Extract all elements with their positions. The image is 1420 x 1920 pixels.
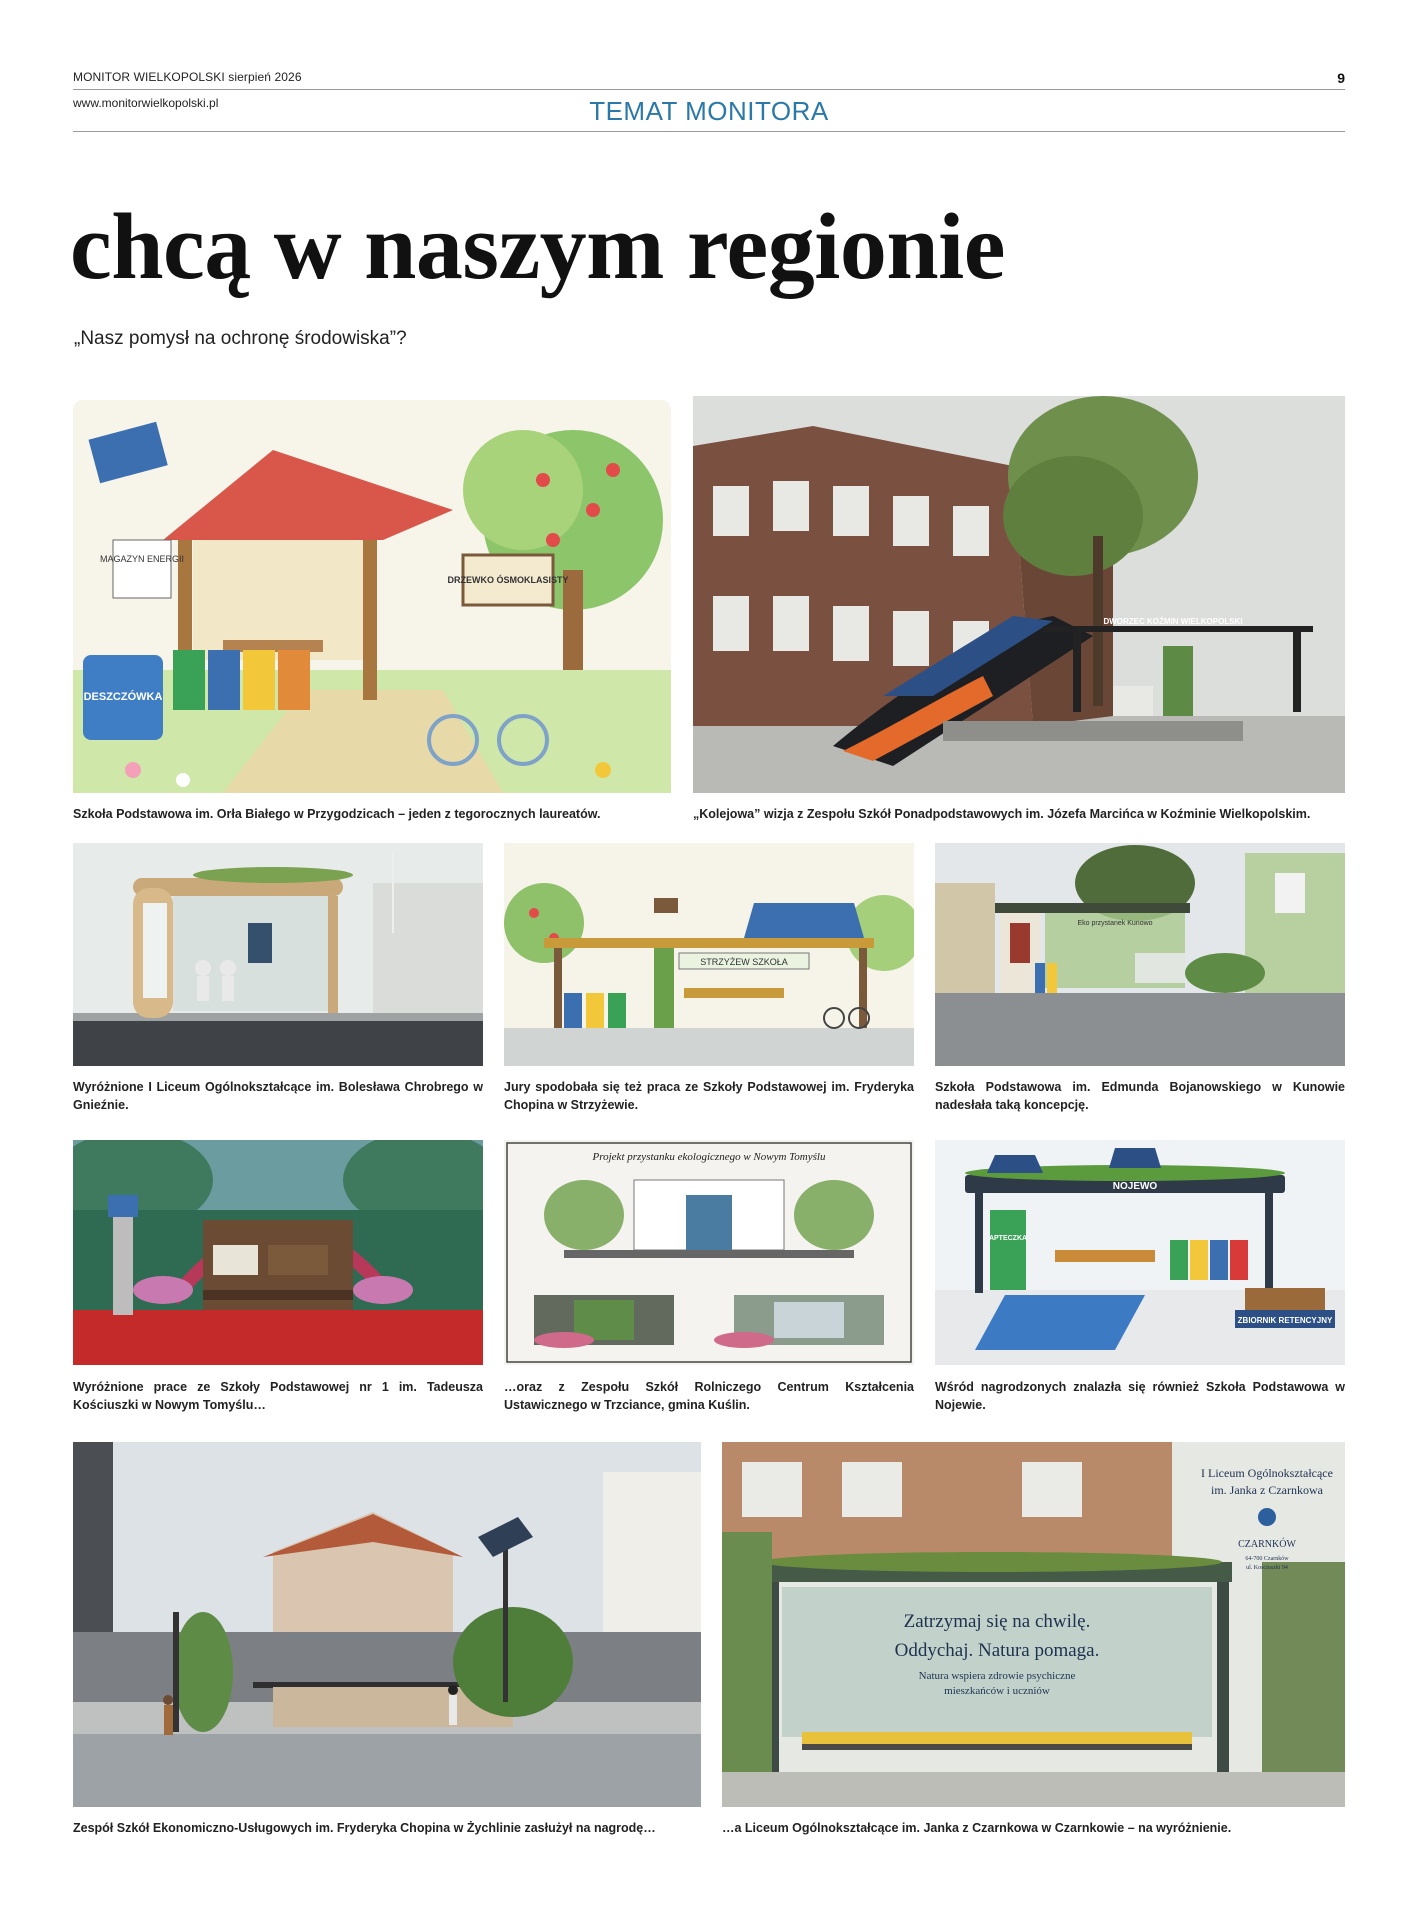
caption: …a Liceum Ogólnokształcące im. Janka z Czarnkowa w Czarnkowie – na wyróżnienie. bbox=[722, 1821, 1232, 1835]
image-trzcianka bbox=[504, 1140, 914, 1365]
svg-text:64-700 Czarnków: 64-700 Czarnków bbox=[1245, 1556, 1289, 1562]
masthead bbox=[73, 70, 1345, 134]
svg-text:Natura wspiera zdrowie psychic: Natura wspiera zdrowie psychiczne bbox=[918, 1670, 1076, 1682]
image-przygodzice bbox=[73, 400, 671, 793]
caption: „Kolejowa” wizja z Zespołu Szkół Ponadpodstawowych im. Józefa Marcińca w Koźminie Wielkopolskim. bbox=[693, 807, 1311, 821]
svg-text:STRZYŻEW SZKOŁA: STRZYŻEW SZKOŁA bbox=[700, 957, 788, 967]
svg-text:DESZCZÓWKA: DESZCZÓWKA bbox=[83, 691, 163, 703]
headline: chcą w naszym regionie bbox=[70, 195, 1005, 299]
caption: Wśród nagrodzonych znalazła się również Szkoła Podstawowa w Nojewie. bbox=[935, 1380, 1345, 1412]
caption: Szkoła Podstawowa im. Orła Białego w Przygodzicach – jeden z tegorocznych laureatów. bbox=[73, 807, 601, 821]
image-gniezno bbox=[73, 843, 483, 1066]
section-title: TEMAT MONITORA bbox=[589, 96, 829, 126]
svg-text:APTECZKA: APTECZKA bbox=[988, 1235, 1028, 1242]
caption: …oraz z Zespołu Szkół Rolniczego Centrum Kształcenia Ustawicznego w Trzciance, gmina Kuślin. bbox=[504, 1380, 914, 1412]
header-rule bbox=[73, 89, 1345, 90]
image-strzyzewo bbox=[504, 843, 914, 1066]
svg-text:MAGAZYN ENERGII: MAGAZYN ENERGII bbox=[99, 554, 185, 564]
image-nowy-tomysl bbox=[73, 1140, 483, 1365]
image-zychlin bbox=[73, 1442, 701, 1807]
subhead: „Nasz pomysł na ochronę środowiska”? bbox=[74, 328, 407, 349]
svg-text:Oddychaj. Natura pomaga.: Oddychaj. Natura pomaga. bbox=[894, 1640, 1100, 1661]
publication-name: MONITOR WIELKOPOLSKI sierpień 2026 bbox=[73, 70, 302, 84]
header-rule-bottom bbox=[73, 131, 1345, 132]
svg-text:im. Janka z Czarnkowa: im. Janka z Czarnkowa bbox=[1211, 1483, 1323, 1497]
caption: Jury spodobała się też praca ze Szkoły Podstawowej im. Fryderyka Chopina w Strzyżewie. bbox=[504, 1080, 914, 1112]
svg-text:DWORZEC KOŹMIN WIELKOPOLSKI: DWORZEC KOŹMIN WIELKOPOLSKI bbox=[1103, 617, 1243, 626]
svg-text:Eko przystanek Kunowo: Eko przystanek Kunowo bbox=[1077, 920, 1153, 927]
svg-text:I Liceum Ogólnokształcące: I Liceum Ogólnokształcące bbox=[1201, 1466, 1333, 1480]
image-kozmin bbox=[693, 396, 1345, 793]
svg-text:DRZEWKO ÓSMOKLASISTY: DRZEWKO ÓSMOKLASISTY bbox=[447, 575, 569, 585]
caption: Zespół Szkół Ekonomiczno-Usługowych im. Fryderyka Chopina w Żychlinie zasłużył na nagrodę… bbox=[73, 1821, 656, 1835]
svg-text:ul. Kościuszki 94: ul. Kościuszki 94 bbox=[1246, 1565, 1288, 1571]
image-czarnkow bbox=[722, 1442, 1345, 1807]
caption: Wyróżnione prace ze Szkoły Podstawowej nr 1 im. Tadeusza Kościuszki w Nowym Tomyślu… bbox=[73, 1380, 483, 1412]
caption: Wyróżnione I Liceum Ogólnokształcące im. Bolesława Chrobrego w Gnieźnie. bbox=[73, 1080, 483, 1112]
svg-text:NOJEWO: NOJEWO bbox=[1112, 1181, 1158, 1192]
image-kunowo bbox=[935, 843, 1345, 1066]
svg-text:CZARNKÓW: CZARNKÓW bbox=[1238, 1539, 1296, 1550]
svg-text:mieszkańców i uczniów: mieszkańców i uczniów bbox=[944, 1685, 1050, 1697]
caption: Szkoła Podstawowa im. Edmunda Bojanowskiego w Kunowie nadesłała taką koncepcję. bbox=[935, 1080, 1345, 1112]
page-number: 9 bbox=[1337, 70, 1345, 86]
svg-text:ZBIORNIK RETENCYJNY: ZBIORNIK RETENCYJNY bbox=[1237, 1316, 1333, 1325]
svg-text:Projekt przystanku ekologiczne: Projekt przystanku ekologicznego w Nowym Tomyślu bbox=[592, 1151, 826, 1163]
svg-text:Zatrzymaj się na chwilę.: Zatrzymaj się na chwilę. bbox=[903, 1611, 1091, 1632]
image-nojewo bbox=[935, 1140, 1345, 1365]
publication-url[interactable]: www.monitorwielkopolski.pl bbox=[73, 96, 219, 110]
